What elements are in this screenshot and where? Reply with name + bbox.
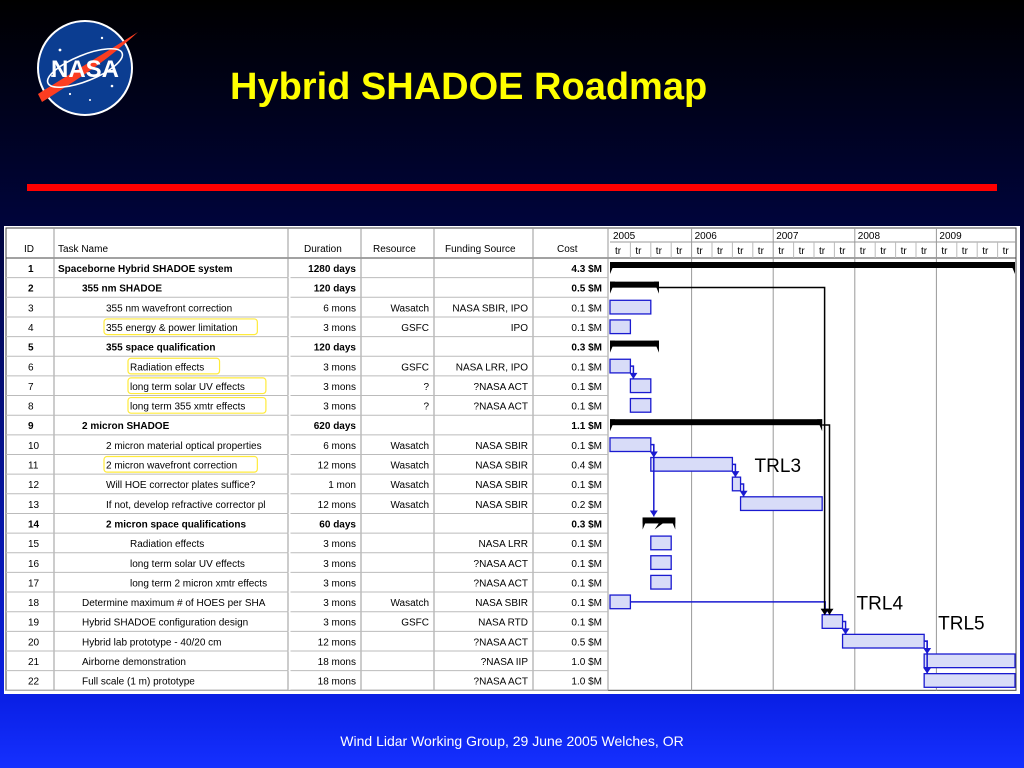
quarter-label: tr	[900, 246, 907, 257]
cell-task-name: 355 nm SHADOE	[82, 283, 163, 295]
cell-duration: 60 days	[319, 519, 356, 531]
dependency-arrow	[629, 373, 637, 379]
dependency-arrow	[842, 628, 850, 634]
quarter-label: tr	[1002, 246, 1009, 257]
cell-task-name: Determine maximum # of HOES per SHA	[82, 598, 266, 610]
cell-resource: ?	[423, 381, 429, 393]
cell-funding: NASA LRR	[478, 539, 528, 551]
cell-id: 21	[28, 657, 40, 668]
cell-duration: 1 mon	[328, 480, 356, 492]
cell-funding: ?NASA ACT	[473, 578, 528, 590]
cell-funding: ?NASA ACT	[473, 558, 528, 570]
task-bar	[924, 654, 1015, 668]
cell-cost: 0.2 $M	[571, 499, 602, 511]
cell-funding: NASA SBIR	[475, 440, 528, 452]
task-bar	[924, 674, 1015, 688]
col-header-resource: Resource	[373, 244, 416, 255]
summary-bar	[610, 419, 822, 425]
cell-resource: Wasatch	[390, 480, 429, 492]
cell-resource: GSFC	[401, 322, 429, 334]
year-label: 2006	[694, 231, 717, 242]
cell-duration: 3 mons	[323, 401, 356, 413]
cell-id: 19	[28, 617, 40, 629]
cell-duration: 3 mons	[323, 539, 356, 551]
quarter-label: tr	[778, 246, 785, 257]
cell-task-name: long term 355 xmtr effects	[130, 401, 246, 413]
cell-funding: NASA SBIR	[475, 460, 528, 472]
gantt-milestones	[755, 456, 985, 634]
cell-cost: 0.4 $M	[571, 460, 602, 472]
task-bar	[651, 556, 671, 570]
col-header-cost: Cost	[557, 244, 578, 255]
cell-duration: 18 mons	[317, 676, 356, 688]
cell-id: 6	[28, 362, 34, 374]
cell-duration: 120 days	[313, 283, 356, 295]
cell-id: 9	[28, 421, 34, 433]
cell-task-name: 355 energy & power limitation	[106, 322, 238, 334]
quarter-label: tr	[961, 246, 968, 257]
cell-id: 18	[28, 598, 40, 610]
quarter-label: tr	[880, 246, 887, 257]
quarter-label: tr	[676, 246, 683, 257]
column-mask	[289, 259, 291, 690]
cell-duration: 3 mons	[323, 558, 356, 570]
task-bar	[651, 458, 733, 472]
cell-duration: 6 mons	[323, 440, 356, 452]
task-bar	[610, 438, 651, 452]
slide-title: Hybrid SHADOE Roadmap	[230, 66, 708, 108]
nasa-logo-text: NASA	[50, 56, 120, 83]
cell-duration: 620 days	[313, 421, 356, 433]
cell-task-name: 2 micron material optical properties	[106, 440, 262, 452]
cell-funding: IPO	[510, 322, 528, 334]
title-divider	[27, 184, 997, 191]
cell-resource: Wasatch	[390, 303, 429, 315]
task-bar	[610, 359, 630, 373]
cell-id: 7	[28, 381, 34, 393]
quarter-label: tr	[798, 246, 805, 257]
summary-bar-end	[610, 341, 615, 353]
quarter-label: tr	[615, 246, 622, 257]
cell-task-name: 355 space qualification	[106, 342, 216, 354]
table-header	[24, 244, 578, 255]
cell-duration: 120 days	[313, 342, 356, 354]
quarter-label: tr	[921, 246, 928, 257]
task-bar	[610, 320, 630, 334]
summary-bar	[643, 517, 676, 523]
cell-cost: 0.1 $M	[571, 558, 602, 570]
cell-funding: NASA SBIR	[475, 598, 528, 610]
col-header-task: Task Name	[58, 244, 109, 255]
milestone-label: TRL3	[754, 456, 802, 478]
slide-footer: Wind Lidar Working Group, 29 June 2005 Welches, OR	[340, 733, 684, 749]
cell-resource: Wasatch	[390, 460, 429, 472]
cell-task-name: Radiation effects	[130, 539, 205, 551]
cell-cost: 1.0 $M	[571, 657, 602, 668]
cell-task-name: Spaceborne Hybrid SHADOE system	[58, 264, 233, 275]
cell-task-name: Hybrid SHADOE configuration design	[82, 617, 249, 629]
cell-cost: 0.1 $M	[571, 381, 602, 393]
quarter-label: tr	[941, 246, 948, 257]
cell-task-name: 2 micron SHADOE	[82, 421, 170, 433]
cell-funding: ?NASA ACT	[473, 637, 528, 649]
cell-task-name: Full scale (1 m) prototype	[82, 676, 195, 688]
cell-id: 4	[28, 322, 34, 334]
quarter-label: tr	[655, 246, 662, 257]
cell-funding: NASA RTD	[478, 617, 528, 629]
cell-task-name: 2 micron space qualifications	[106, 519, 247, 531]
year-label: 2005	[613, 231, 636, 242]
cell-id: 14	[28, 519, 40, 531]
task-bar	[630, 379, 650, 393]
cell-cost: 4.3 $M	[571, 264, 602, 275]
year-label: 2007	[776, 231, 799, 242]
quarter-label: tr	[737, 246, 744, 257]
summary-bar	[610, 262, 1015, 268]
dependency-arrow	[740, 491, 748, 497]
cell-task-name: Will HOE corrector plates suffice?	[106, 480, 256, 492]
cell-duration: 3 mons	[323, 598, 356, 610]
cell-cost: 0.5 $M	[571, 283, 602, 295]
cell-duration: 1280 days	[308, 264, 356, 275]
dependency-arrow	[923, 668, 931, 674]
cell-id: 11	[28, 460, 39, 472]
task-bar	[610, 595, 630, 609]
cell-cost: 0.1 $M	[571, 539, 602, 551]
quarter-label: tr	[982, 246, 989, 257]
dependency-link	[630, 602, 825, 615]
summary-bar-end	[654, 341, 659, 353]
gantt-panel	[4, 226, 1020, 694]
cell-task-name: Radiation effects	[130, 362, 205, 374]
cell-cost: 0.1 $M	[571, 322, 602, 334]
cell-cost: 0.1 $M	[571, 362, 602, 374]
gantt-chart	[4, 226, 1020, 694]
cell-cost: 0.1 $M	[571, 598, 602, 610]
cell-id: 12	[28, 480, 40, 492]
milestone-label: TRL5	[938, 613, 985, 635]
cell-cost: 0.1 $M	[571, 440, 602, 452]
cell-task-name: long term solar UV effects	[130, 558, 245, 570]
cell-task-name: long term solar UV effects	[130, 381, 245, 393]
cell-cost: 1.1 $M	[571, 421, 602, 433]
year-label: 2009	[939, 231, 962, 242]
cell-funding: NASA SBIR	[475, 499, 528, 511]
cell-cost: 0.1 $M	[571, 578, 602, 590]
task-bar	[651, 575, 671, 589]
cell-funding: NASA SBIR	[475, 480, 528, 492]
year-label: 2008	[857, 231, 881, 242]
cell-id: 13	[28, 499, 40, 511]
cell-duration: 3 mons	[323, 381, 356, 393]
cell-duration: 12 mons	[317, 499, 356, 511]
cell-duration: 3 mons	[323, 322, 356, 334]
quarter-label: tr	[635, 246, 642, 257]
cell-id: 15	[28, 539, 40, 551]
cell-funding: ?NASA IIP	[480, 657, 528, 668]
summary-bar	[610, 282, 659, 288]
cell-task-name: Hybrid lab prototype - 40/20 cm	[82, 637, 222, 649]
cell-funding: ?NASA ACT	[473, 401, 528, 413]
quarter-label: tr	[717, 246, 724, 257]
cell-resource: ?	[423, 401, 429, 413]
summary-link	[659, 287, 825, 614]
cell-resource: Wasatch	[390, 499, 429, 511]
cell-duration: 6 mons	[323, 303, 356, 315]
quarter-label: tr	[696, 246, 703, 257]
cell-id: 16	[28, 558, 40, 570]
col-header-funding: Funding Source	[445, 244, 516, 255]
quarter-label: tr	[859, 246, 866, 257]
milestone-label: TRL4	[856, 593, 904, 615]
cell-id: 3	[28, 303, 34, 315]
task-bar	[651, 536, 671, 550]
cell-id: 8	[28, 401, 34, 413]
col-header-duration: Duration	[304, 244, 342, 255]
cell-resource: GSFC	[401, 362, 429, 374]
task-bar	[732, 477, 740, 491]
cell-duration: 3 mons	[323, 578, 356, 590]
cell-duration: 3 mons	[323, 617, 356, 629]
task-bar	[610, 300, 651, 314]
cell-id: 20	[28, 637, 40, 649]
dependency-arrow	[650, 510, 658, 516]
summary-link	[822, 425, 829, 615]
task-bar	[630, 399, 650, 413]
task-bar	[822, 615, 842, 629]
cell-task-name: 355 nm wavefront correction	[106, 303, 233, 315]
cell-task-name: If not, develop refractive corrector pl	[106, 499, 266, 511]
cell-duration: 12 mons	[317, 460, 356, 472]
cell-cost: 0.5 $M	[571, 637, 602, 649]
cell-funding: ?NASA ACT	[473, 676, 528, 688]
cell-funding: NASA SBIR, IPO	[452, 303, 528, 315]
cell-id: 1	[28, 264, 34, 275]
cell-duration: 3 mons	[323, 362, 356, 374]
quarter-label: tr	[757, 246, 764, 257]
dependency-arrow	[731, 471, 739, 477]
col-header-id: ID	[24, 244, 34, 255]
gantt-links	[629, 287, 931, 673]
cell-task-name: long term 2 micron xmtr effects	[130, 578, 268, 590]
task-bar	[741, 497, 823, 511]
cell-cost: 0.1 $M	[571, 617, 602, 629]
cell-funding: ?NASA ACT	[473, 381, 528, 393]
cell-cost: 0.1 $M	[571, 303, 602, 315]
cell-resource: GSFC	[401, 617, 429, 629]
cell-id: 22	[28, 676, 40, 688]
cell-id: 2	[28, 283, 34, 295]
summary-bar	[610, 341, 659, 347]
cell-duration: 12 mons	[317, 637, 356, 649]
cell-resource: Wasatch	[390, 598, 429, 610]
quarter-label: tr	[819, 246, 826, 257]
cell-cost: 0.1 $M	[571, 401, 602, 413]
cell-duration: 18 mons	[317, 657, 356, 668]
cell-id: 10	[28, 440, 40, 452]
cell-cost: 1.0 $M	[571, 676, 602, 688]
cell-cost: 0.3 $M	[571, 519, 602, 531]
task-bar	[843, 634, 925, 648]
cell-id: 17	[28, 578, 40, 590]
cell-cost: 0.1 $M	[571, 480, 602, 492]
cell-task-name: Airborne demonstration	[82, 657, 186, 668]
cell-id: 5	[28, 342, 34, 354]
nasa-logo-icon	[30, 16, 140, 120]
cell-funding: NASA LRR, IPO	[455, 362, 528, 374]
cell-resource: Wasatch	[390, 440, 429, 452]
quarter-label: tr	[839, 246, 846, 257]
cell-task-name: 2 micron wavefront correction	[106, 460, 238, 472]
cell-cost: 0.3 $M	[571, 342, 602, 354]
